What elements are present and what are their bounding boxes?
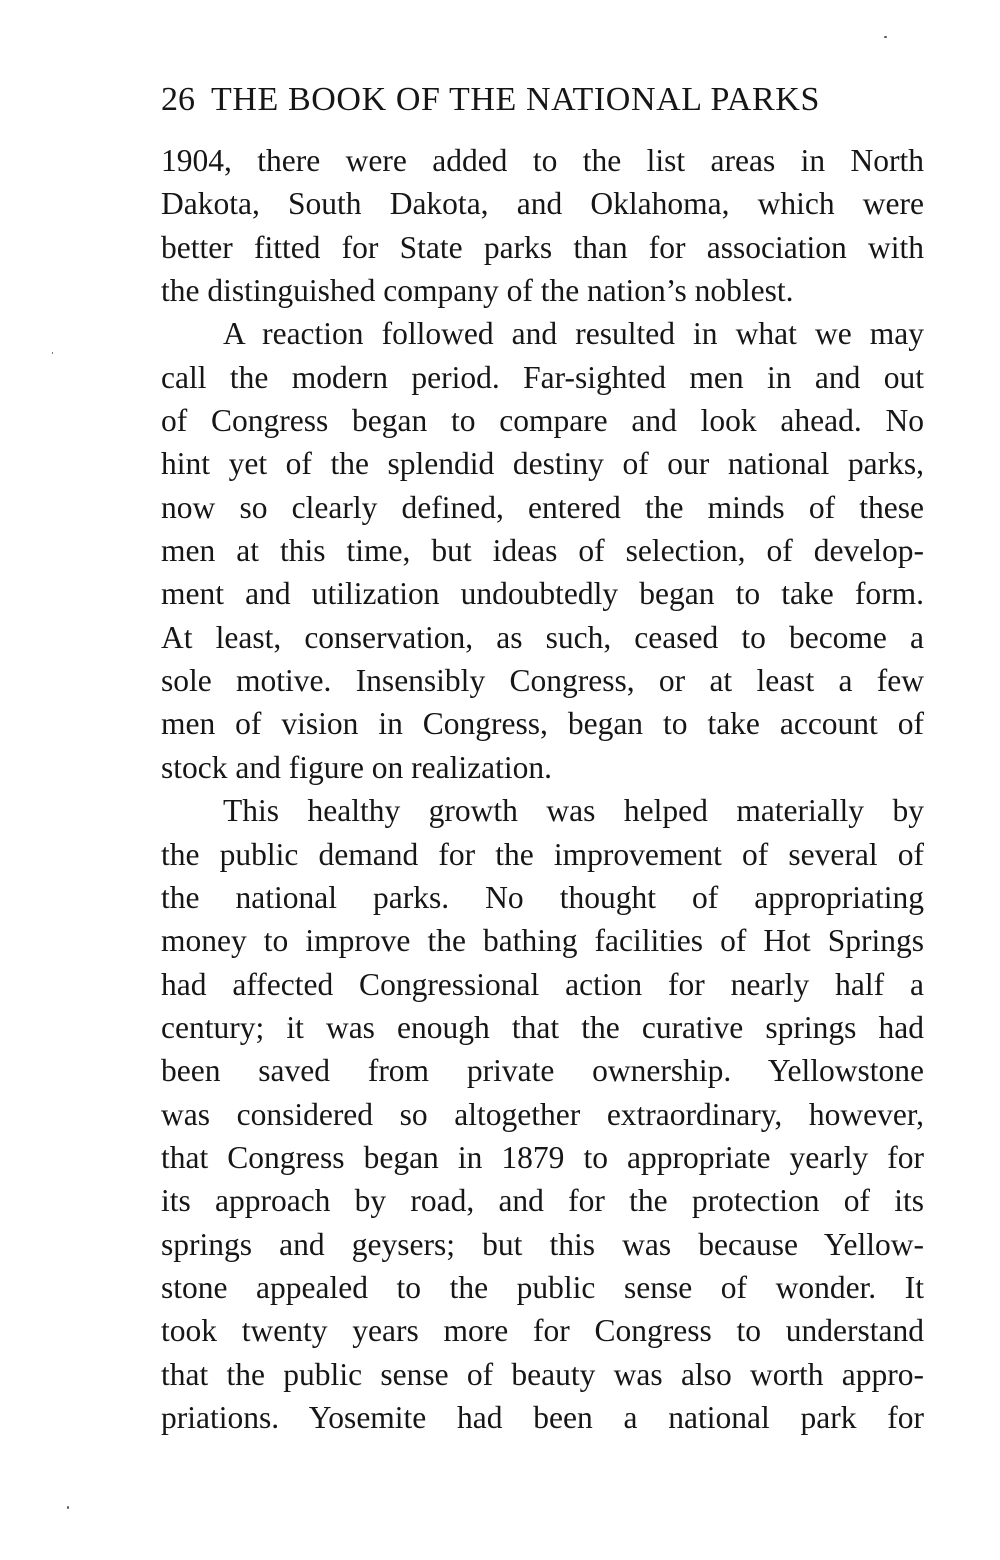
text-line: priations. Yosemite had been a national park for [161, 1399, 924, 1435]
running-head [161, 80, 926, 120]
text-line: century; it was enough that the curative springs had [161, 1009, 924, 1045]
text-line: was considered so altogether extraordinary, however, [161, 1096, 924, 1132]
text-line: of Congress began to compare and look ahead. No [161, 403, 924, 439]
text-line: the public demand for the improvement of several of [161, 836, 924, 872]
running-title: THE BOOK OF THE NATIONAL PARKS [211, 81, 820, 118]
text-line: that the public sense of beauty was also worth appro- [161, 1356, 924, 1392]
text-line: men at this time, but ideas of selection, of develop- [161, 533, 924, 569]
text-line: stone appealed to the public sense of wonder. It [161, 1269, 924, 1305]
scan-speck [884, 36, 887, 38]
text-line-last: the distinguished company of the nation’s noblest. [161, 273, 794, 309]
page-number: 26 [161, 81, 195, 118]
text-line: that Congress began in 1879 to appropriate yearly for [161, 1139, 924, 1175]
text-line: springs and geysers; but this was because Yellow- [161, 1226, 924, 1262]
text-line: had affected Congressional action for nearly half a [161, 966, 924, 1002]
text-line: money to improve the bathing facilities of Hot Springs [161, 923, 924, 959]
text-line: hint yet of the splendid destiny of our national parks, [161, 446, 924, 482]
text-line-first: A reaction followed and resulted in what we may [223, 316, 924, 352]
text-line: sole motive. Insensibly Congress, or at least a few [161, 663, 924, 699]
text-line: ment and utilization undoubtedly began to take form. [161, 576, 924, 612]
text-line: Dakota, South Dakota, and Oklahoma, which were [161, 186, 924, 222]
text-line: At least, conservation, as such, ceased to become a [161, 619, 924, 655]
text-line: men of vision in Congress, began to take account of [161, 706, 924, 742]
text-line: the national parks. No thought of appropriating [161, 879, 924, 915]
text-line: been saved from private ownership. Yellowstone [161, 1053, 924, 1089]
text-line: its approach by road, and for the protection of its [161, 1183, 924, 1219]
text-line: now so clearly defined, entered the minds of these [161, 489, 924, 525]
text-line: better fitted for State parks than for association with [161, 229, 924, 265]
text-line: took twenty years more for Congress to understand [161, 1313, 924, 1349]
scan-speck [67, 1506, 69, 1509]
body-text [161, 139, 924, 1439]
text-line: call the modern period. Far-sighted men in and out [161, 359, 924, 395]
scan-speck [52, 352, 53, 354]
text-line-last: stock and figure on realization. [161, 749, 552, 785]
text-line-first: This healthy growth was helped materially by [223, 793, 924, 829]
text-line: 1904, there were added to the list areas in North [161, 143, 924, 178]
